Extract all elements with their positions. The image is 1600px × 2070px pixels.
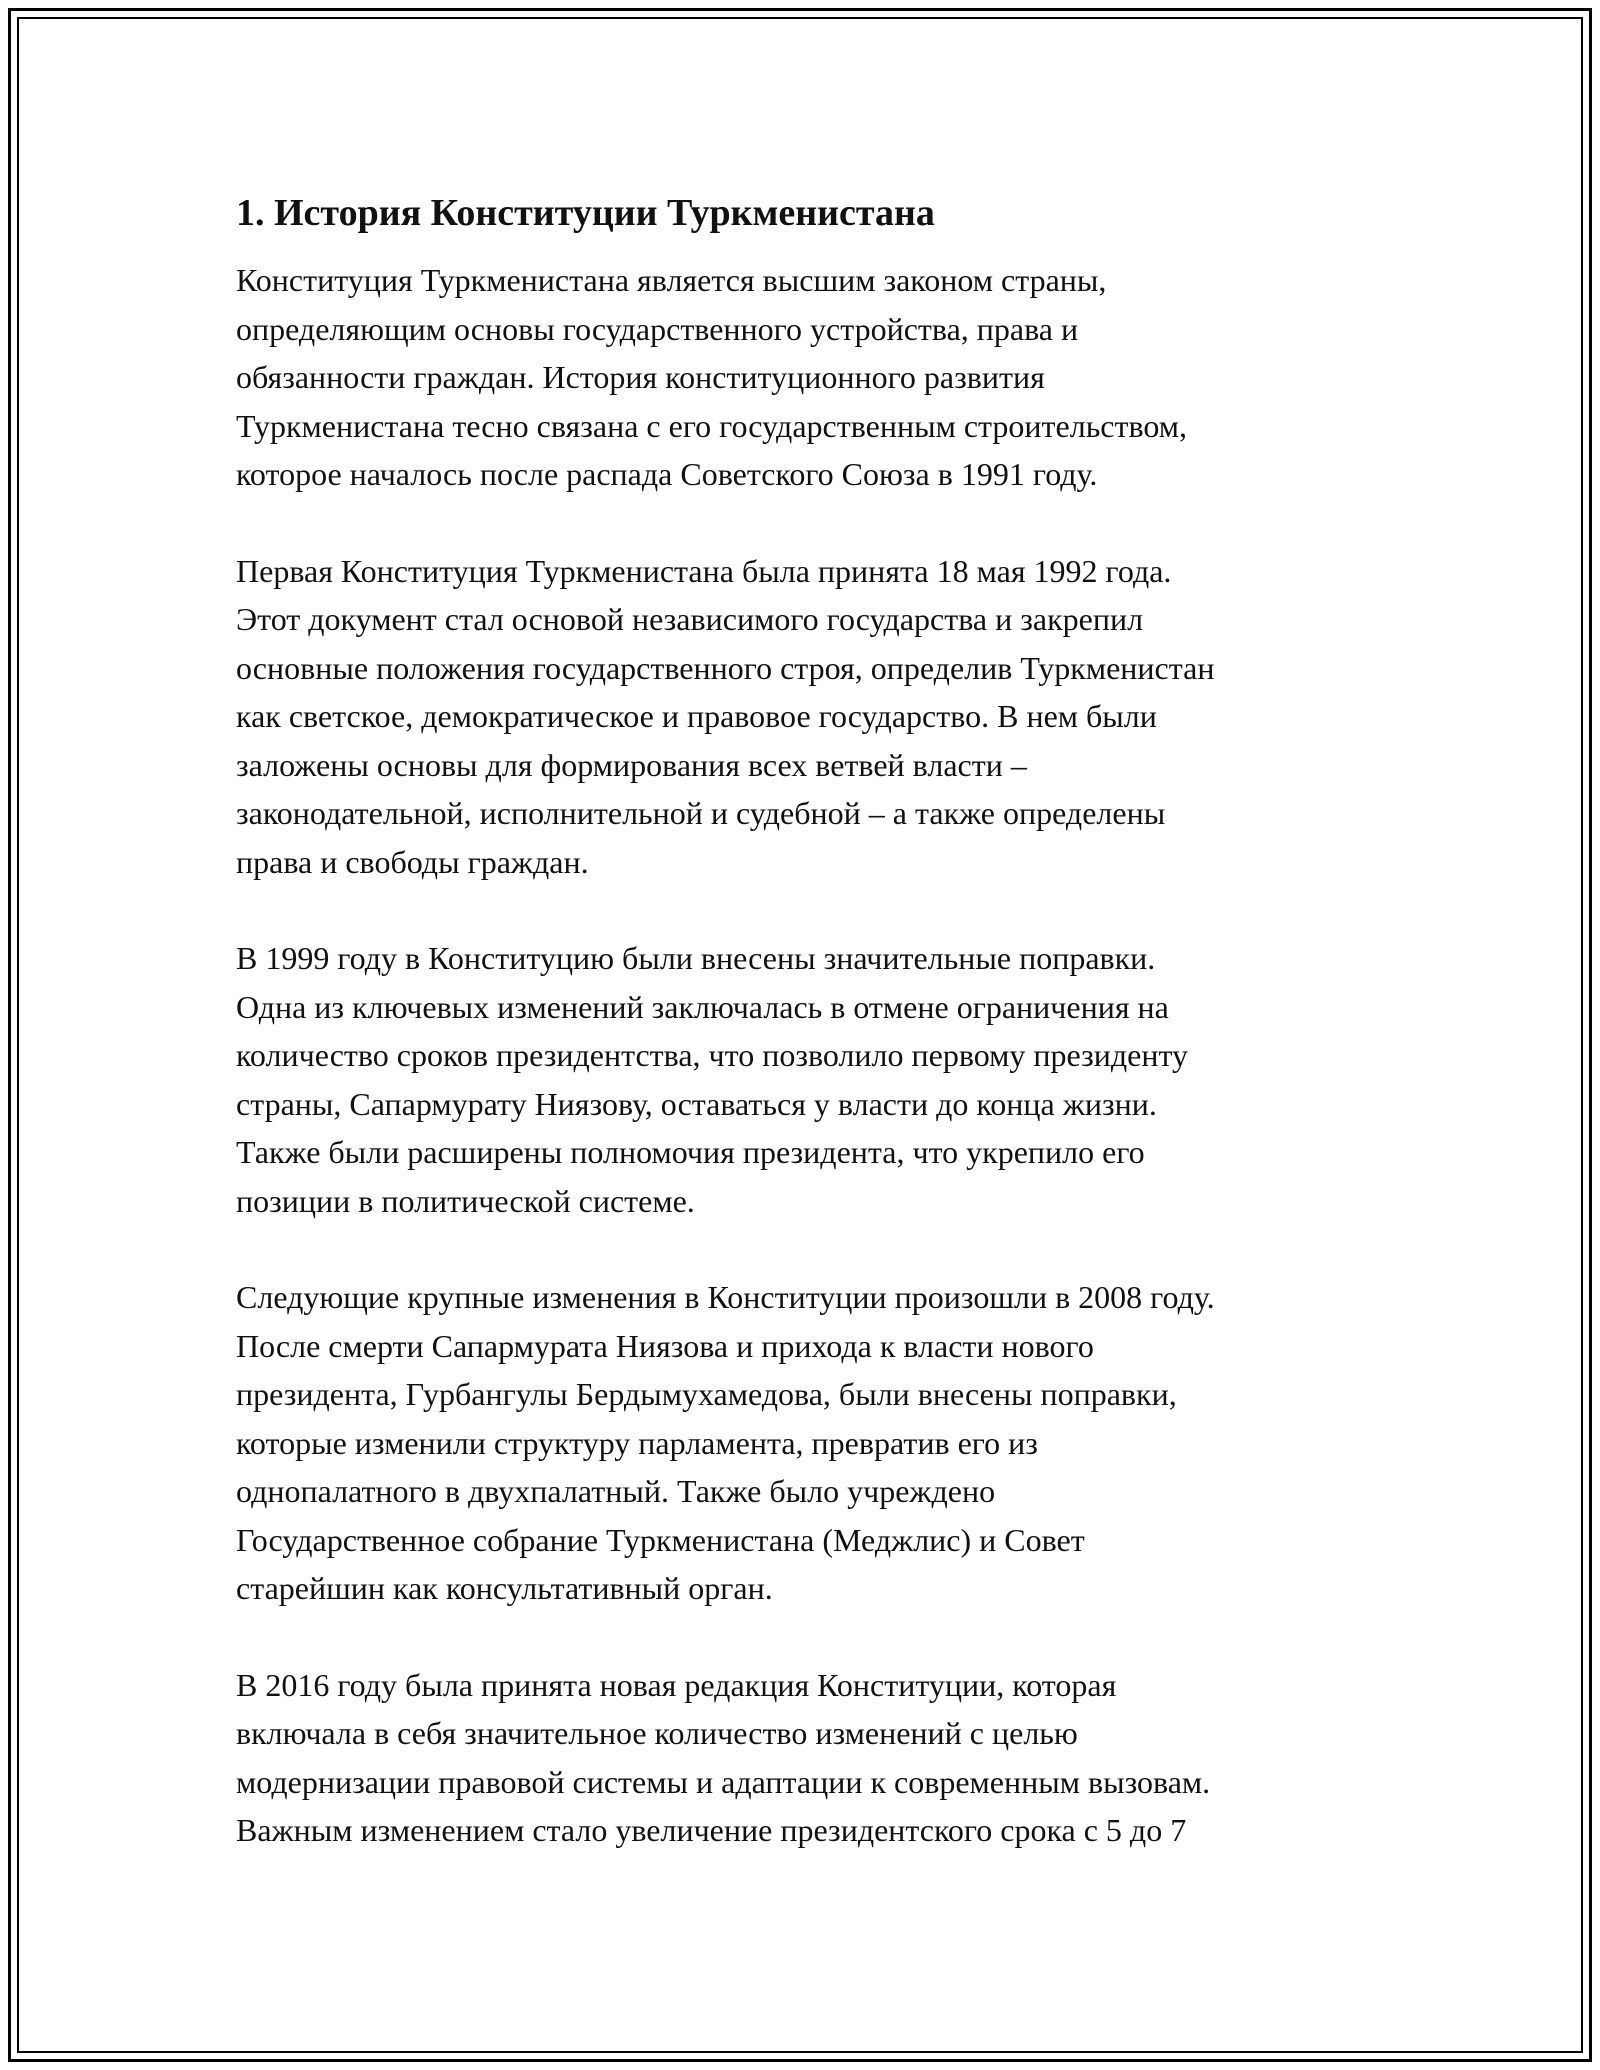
text-line: В 1999 году в Конституцию были внесены значительные поправки.: [236, 940, 1156, 976]
text-line: Туркменистана тесно связана с его государственным строительством,: [236, 407, 1187, 444]
text-line: Этот документ стал основой независимого государства и закрепил: [236, 601, 1144, 637]
text-line: основные положения государственного строя, определив Туркменистан: [236, 649, 1215, 686]
text-line: В 2016 году была принята новая редакция Конституции, которая: [236, 1666, 1117, 1703]
text-line: президента, Гурбангулы Бердымухамедова, были внесены поправки,: [236, 1376, 1177, 1412]
paragraph-3: [236, 934, 1376, 1225]
text-line: старейшин как консультативный орган.: [236, 1570, 773, 1606]
text-line: После смерти Сапармурата Ниязова и прихода к власти нового: [236, 1327, 1094, 1364]
text-line: Первая Конституция Туркменистана была принята 18 мая 1992 года.: [236, 552, 1172, 589]
paragraph-2: [236, 547, 1376, 887]
text-line: Одна из ключевых изменений заключалась в отмене ограничения на: [236, 988, 1169, 1025]
paragraph-5: [236, 1661, 1376, 1855]
text-line: однопалатного в двухпалатный. Также было учреждено: [236, 1473, 996, 1509]
text-line: Следующие крупные изменения в Конституции произошли в 2008 году.: [236, 1279, 1215, 1315]
text-line: модернизации правовой системы и адаптации к современным вызовам.: [236, 1763, 1211, 1800]
text-line: права и свободы граждан.: [236, 843, 589, 880]
text-line: Конституция Туркменистана является высшим законом страны,: [236, 262, 1107, 298]
text-line: заложены основы для формирования всех ветвей власти –: [236, 746, 1027, 783]
text-line: Также были расширены полномочия президента, что укрепило его: [236, 1134, 1145, 1170]
text-line: как светское, демократическое и правовое государство. В нем были: [236, 698, 1157, 734]
text-line: определяющим основы государственного устройства, права и: [236, 310, 1079, 347]
section-heading: 1. История Конституции Туркменистана: [236, 192, 935, 234]
text-line: позиции в политической системе.: [236, 1182, 695, 1219]
text-line: законодательной, исполнительной и судебной – а также определены: [236, 795, 1166, 831]
paragraph-1: [236, 256, 1376, 499]
text-line: обязанности граждан. История конституционного развития: [236, 359, 1045, 395]
document-body: [236, 188, 1376, 1903]
text-line: которое началось после распада Советского Союза в 1991 году.: [236, 456, 1098, 492]
paragraph-4: [236, 1273, 1376, 1613]
text-line: количество сроков президентства, что позволило первому президенту: [236, 1037, 1189, 1073]
text-line: включала в себя значительное количество изменений с целью: [236, 1715, 1078, 1751]
text-line: Важным изменением стало увеличение президентского срока с 5 до 7: [236, 1812, 1187, 1848]
text-line: страны, Сапармурату Ниязову, оставаться у власти до конца жизни.: [236, 1085, 1157, 1122]
text-line: Государственное собрание Туркменистана (Меджлис) и Совет: [236, 1521, 1085, 1558]
text-line: которые изменили структуру парламента, превратив его из: [236, 1424, 1038, 1461]
